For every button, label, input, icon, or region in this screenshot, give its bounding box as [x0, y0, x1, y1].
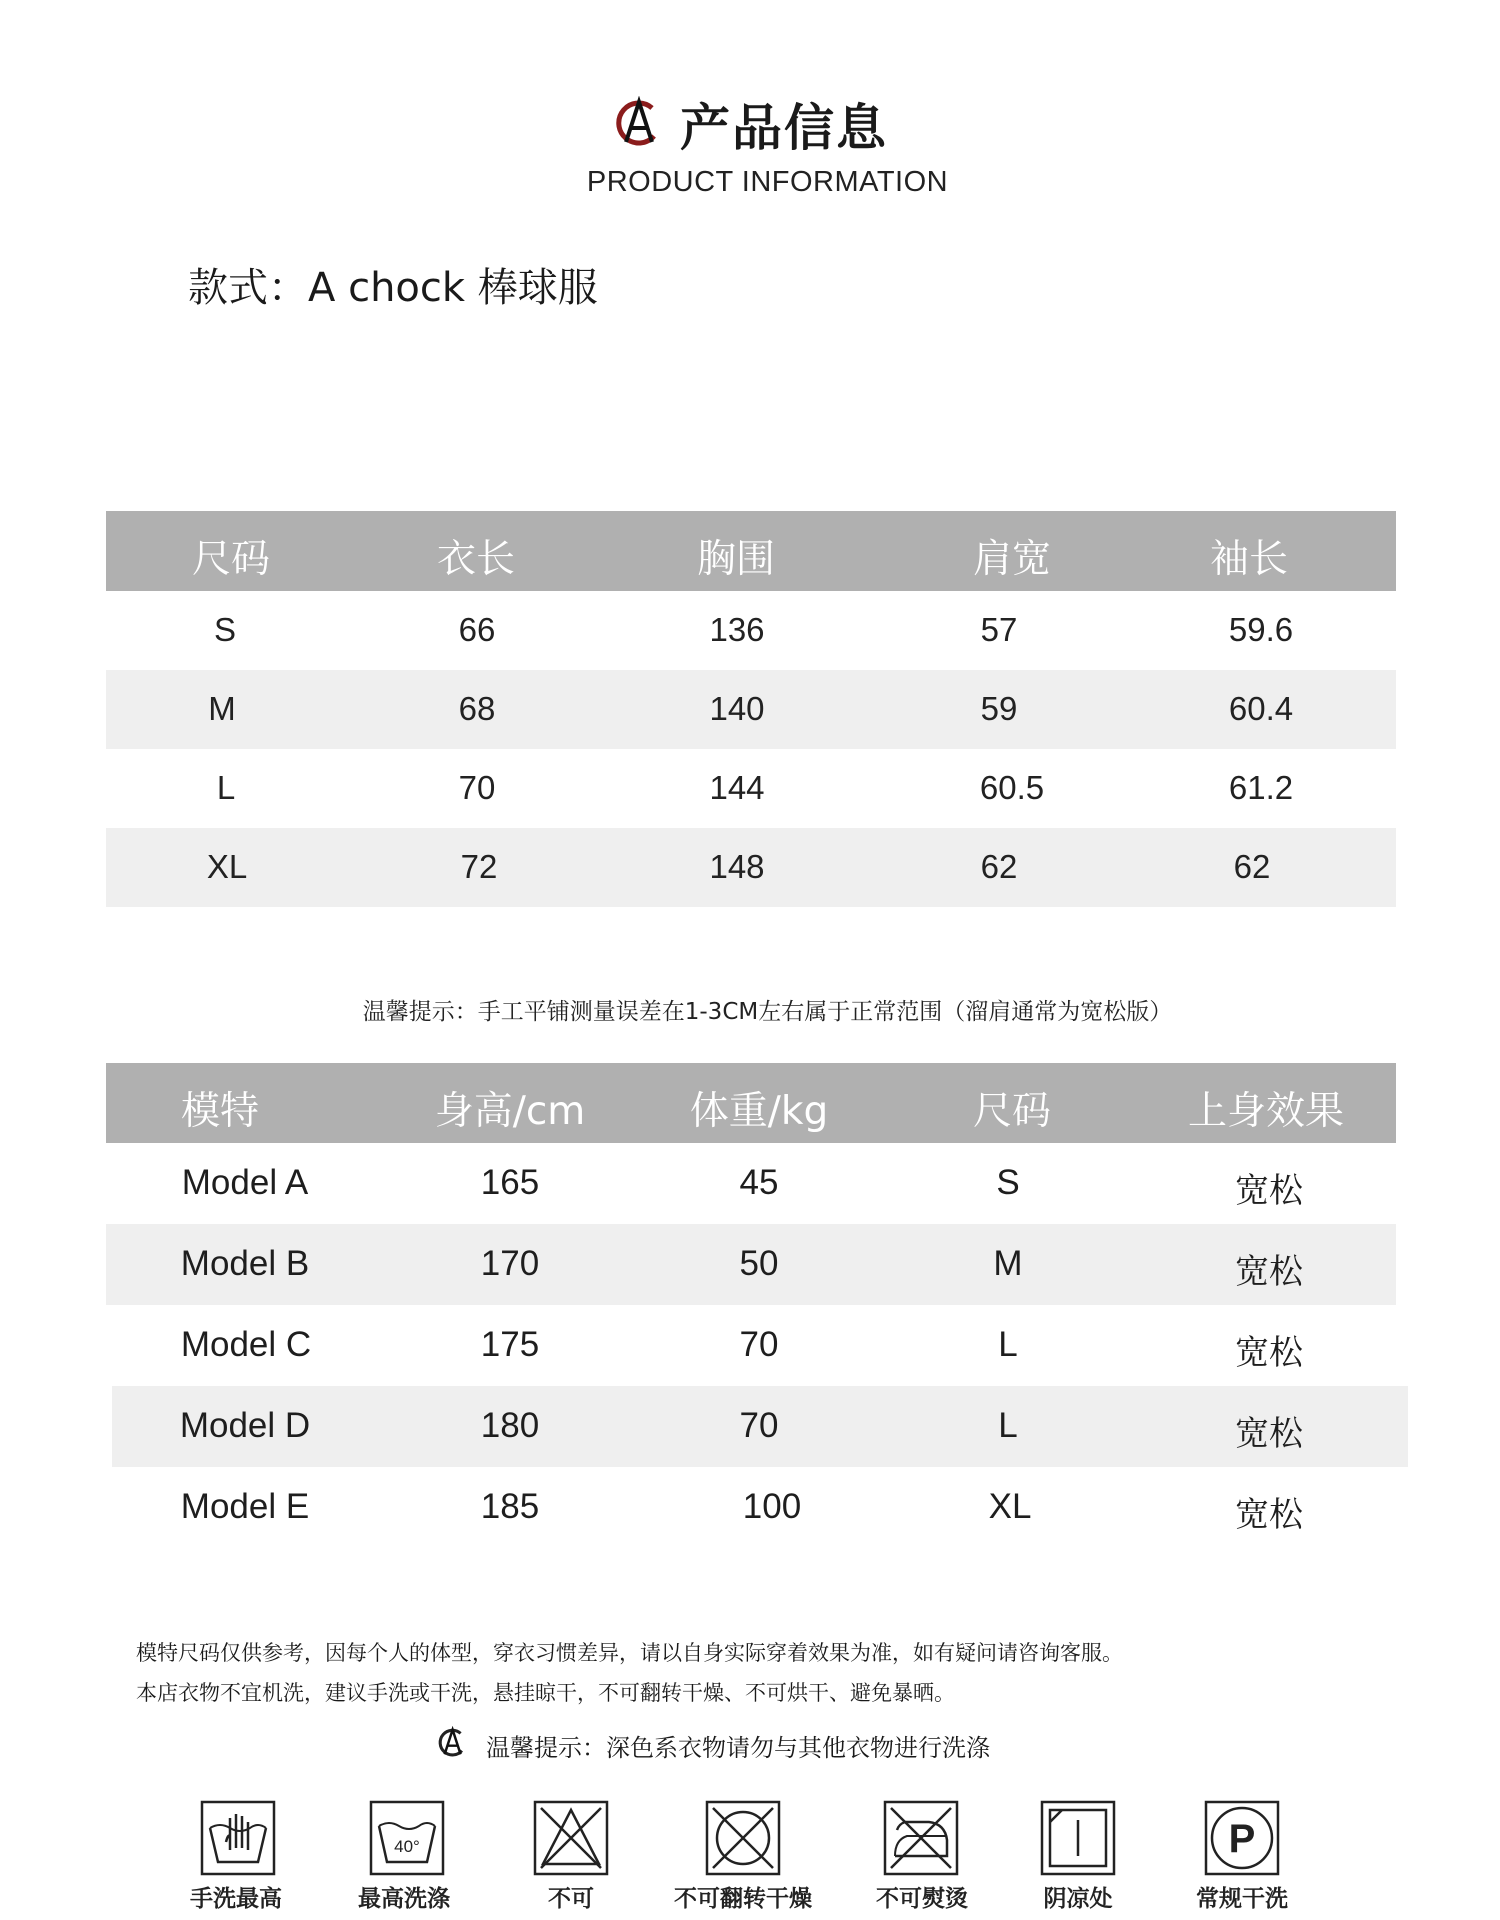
table-row	[106, 1143, 1396, 1224]
care-label: 手洗最高	[190, 1886, 282, 1912]
table-cell: 66	[458, 611, 496, 648]
table-cell: 70	[739, 1325, 779, 1364]
care-label: 最高洗涤	[358, 1886, 450, 1912]
model-table	[106, 1063, 1396, 1548]
dry-clean-icon	[1204, 1800, 1280, 1876]
table-cell: 140	[709, 690, 765, 727]
wash-tip: 温馨提示：深色系衣物请勿与其他衣物进行洗涤	[486, 1734, 990, 1762]
table-cell: Model E	[180, 1487, 310, 1526]
table-row	[112, 1386, 1408, 1467]
table-cell: 72	[460, 848, 498, 885]
table-cell: Model C	[180, 1325, 312, 1364]
table-cell: 宽松	[1235, 1252, 1303, 1292]
table-cell: S	[213, 611, 237, 648]
size-note: 模特尺码仅供参考，因每个人的体型，穿衣习惯差异，请以自身实际穿着效果为准，如有疑问请咨询客服。	[136, 1641, 1123, 1665]
table-cell: 148	[709, 848, 765, 885]
table-cell: 144	[709, 769, 765, 806]
care-label: 阴凉处	[1043, 1886, 1113, 1912]
table-cell: 宽松	[1235, 1171, 1303, 1211]
table-cell: 100	[742, 1487, 802, 1526]
dry-in-shade-icon	[1040, 1800, 1116, 1876]
column-header: 体重/kg	[689, 1089, 829, 1134]
column-header: 上身效果	[1187, 1089, 1345, 1134]
table-cell: L	[998, 1406, 1018, 1445]
table-cell: L	[216, 769, 236, 806]
table-row	[106, 591, 1396, 670]
wash-temperature: 40°	[394, 1837, 420, 1856]
do-not-tumble-dry-icon	[705, 1800, 781, 1876]
brand-logo-icon	[436, 1726, 468, 1758]
wash-40-icon	[369, 1800, 445, 1876]
table-cell: 175	[480, 1325, 540, 1364]
table-cell: 59.6	[1228, 611, 1294, 648]
table-cell: 宽松	[1235, 1414, 1303, 1454]
table-cell: 60.4	[1228, 690, 1294, 727]
do-not-iron-icon	[883, 1800, 959, 1876]
column-header: 尺码	[191, 537, 271, 582]
table-cell: 45	[739, 1163, 779, 1202]
care-label: 不可	[548, 1886, 594, 1912]
table-cell: 62	[1233, 848, 1271, 885]
table-row	[106, 828, 1396, 907]
table-cell: 70	[739, 1406, 779, 1445]
size-table-header	[106, 511, 1396, 591]
column-header: 肩宽	[972, 537, 1052, 582]
table-row	[106, 670, 1396, 749]
column-header: 模特	[180, 1089, 260, 1134]
table-cell: XL	[206, 848, 248, 885]
table-row	[106, 1305, 1396, 1386]
dry-clean-symbol: P	[1228, 1817, 1256, 1861]
care-label: 不可熨烫	[876, 1886, 968, 1912]
column-header: 尺码	[972, 1089, 1052, 1134]
table-cell: 宽松	[1235, 1495, 1303, 1535]
table-cell: S	[996, 1163, 1020, 1202]
table-cell: L	[998, 1325, 1018, 1364]
table-row	[106, 749, 1396, 828]
hand-wash-icon	[200, 1800, 276, 1876]
table-cell: Model A	[181, 1163, 309, 1202]
measurement-tip: 温馨提示：手工平铺测量误差在1-3CM左右属于正常范围（溜肩通常为宽松版）	[362, 999, 1173, 1025]
table-cell: 180	[480, 1406, 540, 1445]
table-cell: Model D	[179, 1406, 311, 1445]
table-cell: 165	[480, 1163, 540, 1202]
table-cell: 185	[480, 1487, 540, 1526]
care-note: 本店衣物不宜机洗，建议手洗或干洗，悬挂晾干，不可翻转干燥、不可烘干、避免暴晒。	[136, 1681, 955, 1705]
table-cell: 50	[739, 1244, 779, 1283]
table-cell: 57	[980, 611, 1018, 648]
care-label: 不可翻转干燥	[674, 1886, 812, 1912]
table-cell: 136	[709, 611, 765, 648]
model-table-header	[106, 1063, 1396, 1143]
brand-logo-icon	[612, 96, 664, 148]
table-cell: 59	[980, 690, 1018, 727]
column-header: 袖长	[1209, 537, 1289, 582]
table-cell: 70	[458, 769, 496, 806]
table-cell: 61.2	[1228, 769, 1294, 806]
size-table	[106, 511, 1396, 907]
do-not-bleach-icon	[533, 1800, 609, 1876]
style-name: 款式：A chock 棒球服	[188, 265, 598, 311]
care-label: 常规干洗	[1196, 1886, 1288, 1912]
table-row	[106, 1224, 1396, 1305]
page-subtitle: PRODUCT INFORMATION	[586, 166, 949, 198]
table-cell: 68	[458, 690, 496, 727]
table-cell: Model B	[180, 1244, 310, 1283]
column-header: 衣长	[436, 537, 516, 582]
table-cell: 62	[980, 848, 1018, 885]
table-cell: 170	[480, 1244, 540, 1283]
column-header: 胸围	[696, 537, 776, 582]
table-cell: M	[993, 1244, 1023, 1283]
table-cell: M	[208, 690, 236, 727]
column-header: 身高/cm	[434, 1089, 586, 1134]
page-title: 产品信息	[680, 99, 888, 157]
table-row	[106, 1467, 1396, 1548]
table-cell: XL	[988, 1487, 1032, 1526]
table-cell: 60.5	[979, 769, 1045, 806]
table-cell: 宽松	[1235, 1333, 1303, 1373]
